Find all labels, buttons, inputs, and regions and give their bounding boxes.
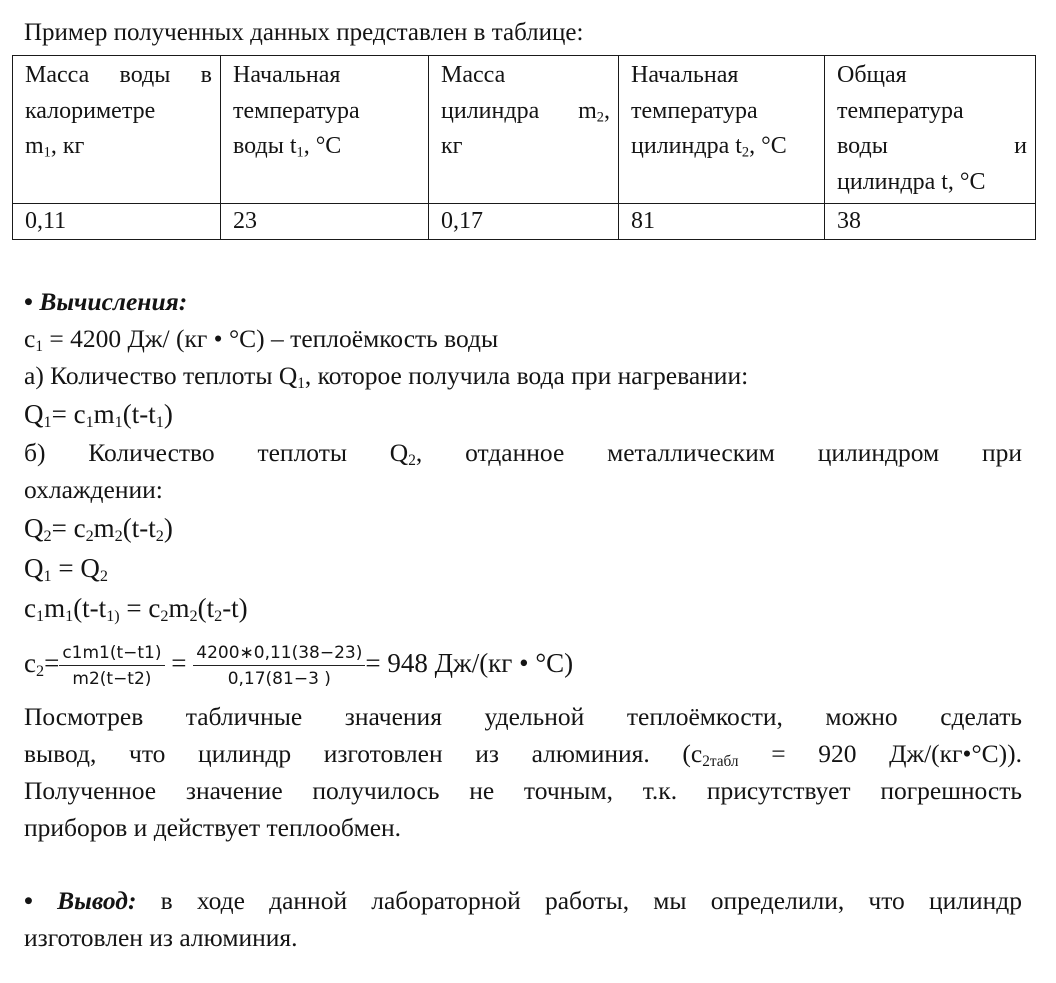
fraction-numeric: $\frac{4200∗0,11(38-23)}{0,17(81-3 )}$ bbox=[193, 643, 365, 689]
value-cell-water-mass: 0,11 bbox=[13, 204, 221, 240]
bullet-icon: • bbox=[24, 886, 33, 915]
conclusion-paragraph: Посмотрев табличные значения удельной теплоёмкости, можно сделать вывод, что цилиндр изготовлен из алюминия. ($c_{2табл} = 920$ Дж/(кг•°C)). Полученное значение получилось не точным, т.к. присутствует погрешность приборов и действует теплообмен. bbox=[24, 702, 1023, 842]
header-cell-cylinder-mass: Масса цилиндра $m_2$, кг bbox=[429, 56, 619, 204]
final-conclusion: • Вывод: в ходе данной лабораторной работы, мы определили, что цилиндр изготовлен из алюминия. bbox=[24, 886, 1023, 952]
calculations-section bbox=[24, 283, 1022, 956]
part-b-line-cont: охлаждении: bbox=[24, 475, 163, 504]
table-values-row bbox=[13, 204, 1036, 240]
header-cell-cylinder-start-temp: Начальная температура цилиндра $t_2$, °C bbox=[619, 56, 825, 204]
q1-formula: $Q_1= c_1m_1(t-t_1)$ bbox=[24, 399, 173, 432]
value-cell-cylinder-start-temp: 81 bbox=[619, 204, 825, 240]
table-intro: Пример полученных данных представлен в таблице: bbox=[24, 19, 584, 46]
header-cell-water-start-temp: Начальная температура воды $t_1$, °C bbox=[221, 56, 429, 204]
header-cell-total-temp: Общая температура воды и цилиндра t, °C bbox=[825, 56, 1036, 204]
part-b-line: б) Количество теплоты $Q_2$, отданное металлическим цилиндром при bbox=[24, 438, 1022, 469]
value-cell-cylinder-mass: 0,17 bbox=[429, 204, 619, 240]
heat-equality: $Q_1 = Q_2$ bbox=[24, 553, 108, 586]
value-cell-total-temp: 38 bbox=[825, 204, 1036, 240]
q2-formula: $Q_2= c_2m_2(t-t_2)$ bbox=[24, 513, 173, 546]
header-cell-water-mass: Масса воды в калориметре $m_1$, кг bbox=[13, 56, 221, 204]
heat-balance-equation: $c_1m_1(t-t_{1)} = c_2m_2(t_2-t)$ bbox=[24, 593, 248, 626]
calc-heading: • Вычисления: bbox=[24, 287, 188, 316]
table-header-row bbox=[13, 56, 1036, 204]
part-a-line: а) Количество теплоты $Q_1$, которое получила вода при нагревании: bbox=[24, 361, 749, 392]
data-table bbox=[12, 55, 1036, 240]
bullet-icon: • bbox=[24, 287, 33, 316]
value-cell-water-start-temp: 23 bbox=[221, 204, 429, 240]
c2-formula: $c_2=$ $\frac{c1m1(t-t1)}{m2(t-t2)}$ = $\frac{4200∗0,11(38-23)}{0,17(81-3 )}$ = 948 Дж/(кг • °C) bbox=[24, 642, 574, 689]
fraction-symbolic: $\frac{c1m1(t-t1)}{m2(t-t2)}$ bbox=[59, 643, 164, 689]
c1-line: $c_1 = 4200$ Дж/ (кг • °C) – теплоёмкость воды bbox=[24, 324, 499, 355]
